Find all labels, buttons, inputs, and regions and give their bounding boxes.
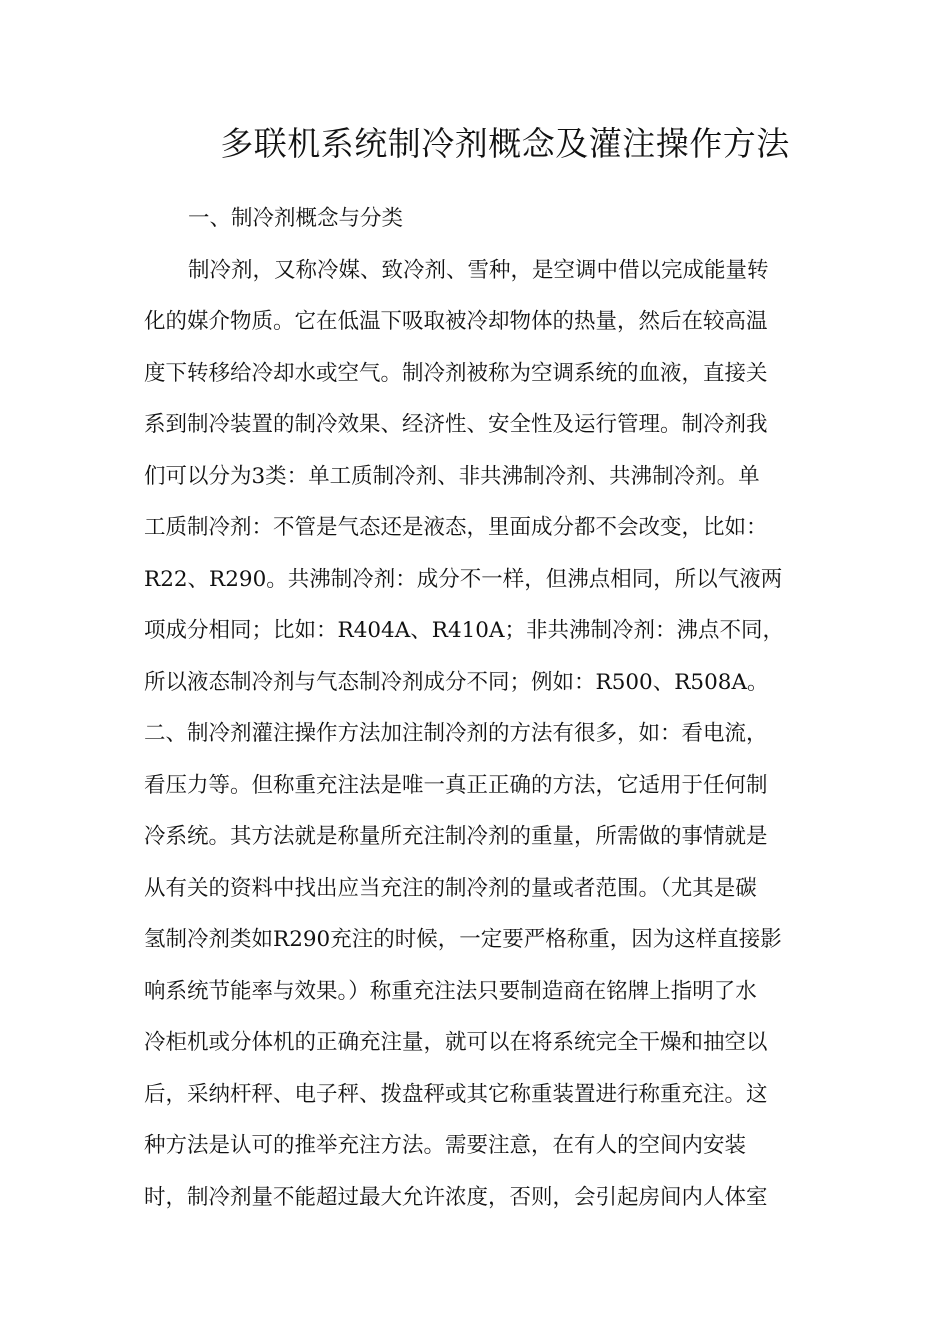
paragraph-line: 冷柜机或分体机的正确充注量，就可以在将系统完全干燥和抽空以 [144,1030,768,1055]
paragraph-line: 度下转移给冷却水或空气。制冷剂被称为空调系统的血液，直接关 [144,360,768,386]
paragraph-line: 响系统节能率与效果。）称重充注法只要制造商在铭牌上指明了水 [144,978,757,1004]
paragraph-line: 所以液态制冷剂与气态制冷剂成分不同；例如：R500、R508A。 [144,669,769,695]
document-body [144,193,834,1223]
paragraph-line: 工质制冷剂：不管是气态还是液态，里面成分都不会改变，比如： [144,515,768,540]
paragraph-line: 氢制冷剂类如R290充注的时候，一定要严格称重，因为这样直接影 [144,927,782,952]
paragraph-line: 从有关的资料中找出应当充注的制冷剂的量或者范围。（尤其是碳 [144,875,757,901]
paragraph-line: 系到制冷装置的制冷效果、经济性、安全性及运行管理。制冷剂我 [144,412,768,437]
paragraph-line: 看压力等。但称重充注法是唯一真正正确的方法，它适用于任何制 [144,772,768,798]
paragraph-line: 冷系统。其方法就是称量所充注制冷剂的重量，所需做的事情就是 [144,824,768,849]
paragraph-line: 后，采纳杆秤、电子秤、拨盘秤或其它称重装置进行称重充注。这 [144,1081,768,1107]
paragraph-line: 们可以分为3类：单工质制冷剂、非共沸制冷剂、共沸制冷剂。单 [144,463,760,489]
paragraph-line: 制冷剂，又称冷媒、致冷剂、雪种，是空调中借以完成能量转 [188,257,769,283]
paragraph-line: 化的媒介物质。它在低温下吸取被冷却物体的热量，然后在较高温 [144,309,768,334]
paragraph-line: 种方法是认可的推举充注方法。需要注意，在有人的空间内安装 [144,1133,747,1158]
paragraph-line: 时，制冷剂量不能超过最大允许浓度，否则，会引起房间内人体室 [144,1184,768,1210]
document-title: 多联机系统制冷剂概念及灌注操作方法 [220,124,790,163]
section-heading-1: 一、制冷剂概念与分类 [188,206,404,231]
section-heading-2: 二、制冷剂灌注操作方法加注制冷剂的方法有很多，如：看电流， [144,721,768,746]
paragraph-line: R22、R290。共沸制冷剂：成分不一样，但沸点相同，所以气液两 [144,566,783,592]
paragraph-line: 项成分相同；比如：R404A、R410A；非共沸制冷剂：沸点不同， [144,618,785,643]
